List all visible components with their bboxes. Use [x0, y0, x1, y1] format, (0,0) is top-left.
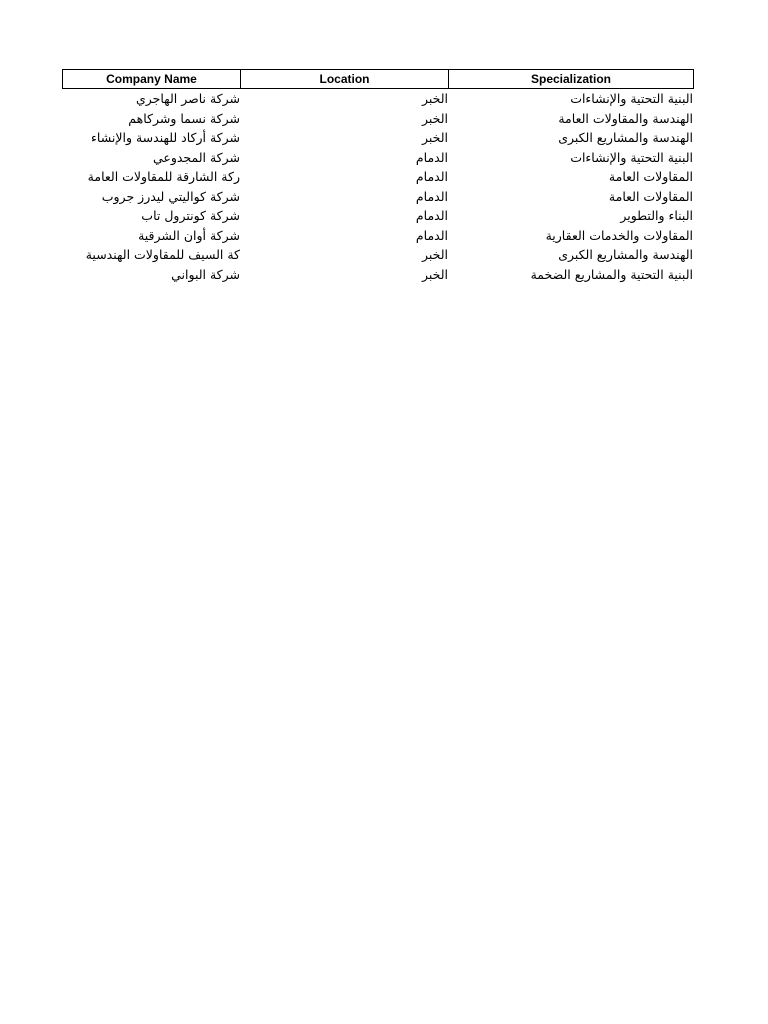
cell-specialization[interactable]: الهندسة والمقاولات العامة [558, 110, 693, 126]
table-row [62, 265, 694, 285]
cell-specialization[interactable]: المقاولات العامة [608, 188, 693, 204]
cell-specialization[interactable]: المقاولات العامة [608, 169, 693, 184]
table-header-row [62, 69, 694, 89]
cell-location[interactable]: الخبر [421, 247, 448, 262]
cell-company-name[interactable]: شركة نسما وشركاهم [128, 110, 240, 126]
spreadsheet-table [62, 69, 694, 284]
table-row [62, 128, 694, 148]
table-row [62, 226, 694, 246]
table-body [62, 89, 694, 284]
table-row [62, 187, 694, 207]
cell-company-name[interactable]: كة السيف للمقاولات الهندسية [85, 247, 240, 262]
table-row [62, 245, 694, 265]
cell-location[interactable]: الخبر [421, 91, 448, 106]
cell-company-name[interactable]: ركة الشارقة للمقاولات العامة [87, 169, 240, 184]
cell-company-name[interactable]: شركة المجدوعي [152, 149, 240, 165]
cell-company-name[interactable]: شركة البواني [171, 266, 240, 282]
cell-company-name[interactable]: شركة كواليتي ليدرز جروب [101, 188, 240, 204]
cell-location[interactable]: الخبر [421, 110, 448, 126]
header-specialization[interactable]: Specialization [530, 72, 612, 86]
cell-location[interactable]: الخبر [421, 266, 448, 282]
cell-company-name[interactable]: شركة كونترول تاب [141, 208, 240, 223]
table-row [62, 89, 694, 109]
cell-company-name[interactable]: شركة أوان الشرقية [138, 227, 240, 243]
cell-specialization[interactable]: الهندسة والمشاريع الكبرى [558, 247, 693, 262]
cell-location[interactable]: الدمام [415, 169, 448, 184]
table-row [62, 167, 694, 187]
header-location[interactable]: Location [241, 70, 449, 88]
cell-specialization[interactable]: البنية التحتية والمشاريع الضخمة [530, 266, 693, 282]
cell-location[interactable]: الدمام [415, 208, 448, 223]
cell-location[interactable]: الخبر [421, 130, 448, 145]
cell-location[interactable]: الدمام [415, 149, 448, 165]
table-row [62, 148, 694, 168]
cell-location[interactable]: الدمام [415, 227, 448, 243]
cell-specialization[interactable]: البنية التحتية والإنشاءات [570, 149, 693, 165]
cell-specialization[interactable]: البناء والتطوير [620, 208, 693, 223]
table-row [62, 109, 694, 129]
header-company-name[interactable]: Company Name [63, 70, 241, 88]
cell-company-name[interactable]: شركة أركاد للهندسة والإنشاء [91, 130, 240, 145]
cell-company-name[interactable]: شركة ناصر الهاجري [135, 91, 240, 106]
table-row [62, 206, 694, 226]
cell-specialization[interactable]: البنية التحتية والإنشاءات [570, 91, 693, 106]
cell-specialization[interactable]: الهندسة والمشاريع الكبرى [558, 130, 693, 145]
cell-specialization[interactable]: المقاولات والخدمات العقارية [545, 227, 693, 243]
cell-location[interactable]: الدمام [415, 188, 448, 204]
